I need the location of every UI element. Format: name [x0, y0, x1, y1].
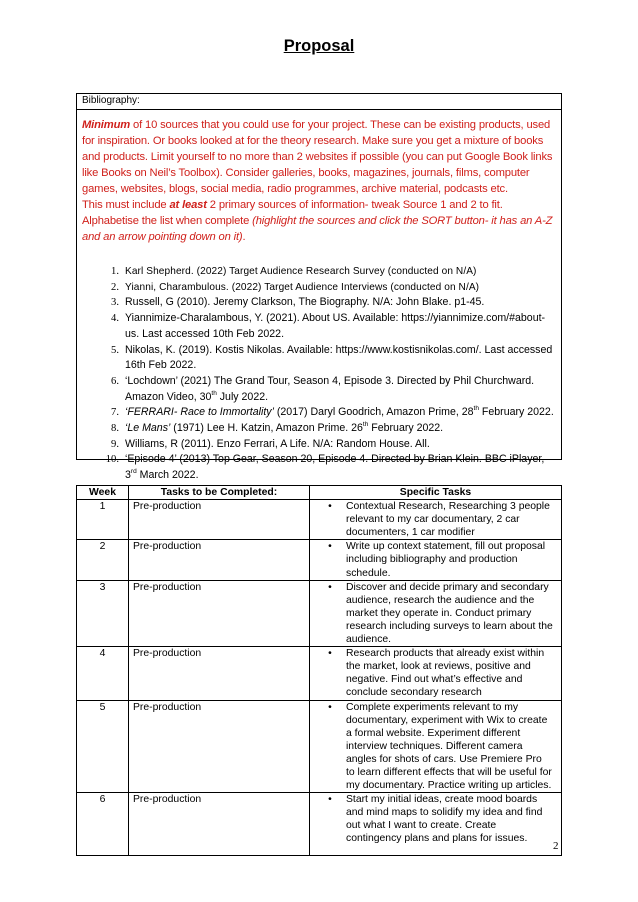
table-row: [77, 540, 562, 580]
reference-item: 3. Russell, G (2010). Jeremy Clarkson, The Biography. N/A: John Blake. p1-45.: [111, 296, 485, 309]
instr-minimum: Minimum: [82, 119, 131, 131]
instr-line3-italic: (highlight the sources and click the SORT button- it has an A-Z and an arrow pointing down on it): [82, 215, 553, 243]
page-title: Proposal: [283, 37, 355, 55]
specific-cell: • Research products that already exist within the market, look at reviews, positive and negative. Find out what’s effective and conclude secondary research: [310, 647, 562, 700]
task-cell: Pre-production: [129, 540, 310, 580]
instr-atleast: at least: [169, 199, 207, 211]
week-cell: 2: [77, 540, 129, 580]
reference-item: 9. Williams, R (2011). Enzo Ferrari, A Life. N/A: Random House. All.: [111, 437, 430, 450]
specific-cell: • Contextual Research, Researching 3 people relevant to my car documentary, 2 car documenters, 1 car modifier: [310, 500, 562, 540]
header-specific: Specific Tasks: [310, 486, 562, 500]
bullet-icon: •: [328, 794, 332, 806]
page-number: 2: [553, 840, 559, 852]
bullet-icon: •: [328, 501, 332, 513]
bullet-icon: •: [328, 648, 332, 660]
reference-item: 7. ‘FERRARI- Race to Immortality’ (2017) Daryl Goodrich, Amazon Prime, 28th February 2022.: [111, 405, 554, 419]
week-cell: 1: [77, 500, 129, 540]
table-row: [77, 580, 562, 646]
task-cell: Pre-production: [129, 647, 310, 700]
instr-line3: Alphabetise the list when complete: [82, 215, 253, 227]
task-cell: Pre-production: [129, 700, 310, 793]
week-cell: 4: [77, 647, 129, 700]
bibliography-box: [76, 93, 562, 482]
instr-line1: of 10 sources that you could use for your project. These can be existing products, used for inspiration. Or books looked at for the theory research. Make sure you get a mixture of books and products. Limit yourself to no more than 2 websites if possible (you can put Google Book links like Books on Neil’s Toolbox). Consider galleries, books, magazines, journals, films, computer games, websites, blogs, social media, radio programmes, archive material, podcasts etc.: [82, 119, 553, 195]
specific-cell: • Complete experiments relevant to my documentary, experiment with Wix to create a formal website. Experiment different interview techniques. Different camera angles for shots of cars. Use Premiere Pro to learn different effects that will be useful for my documentary. Practice writing up articles.: [310, 700, 562, 793]
table-header-row: [77, 486, 562, 500]
week-cell: 3: [77, 580, 129, 646]
task-cell: Pre-production: [129, 580, 310, 646]
header-week: Week: [77, 486, 129, 500]
instr-line2b: 2 primary sources of information- tweak Source 1 and 2 to fit.: [206, 199, 503, 211]
instr-line2a: This must include: [82, 199, 170, 211]
bullet-icon: •: [328, 541, 332, 553]
table-row: [77, 500, 562, 540]
reference-item: 2. Yianni, Charambulous. (2022) Target Audience Interviews (conducted on N/A): [111, 281, 480, 293]
bibliography-heading: Bibliography:: [77, 94, 561, 110]
table-row: [77, 647, 562, 700]
specific-cell: • Discover and decide primary and secondary audience, research the audience and the market they operate in. Conduct primary research including surveys to learn about the audience.: [310, 580, 562, 646]
week-cell: 5: [77, 700, 129, 793]
table-row: [77, 700, 562, 793]
task-cell: Pre-production: [129, 500, 310, 540]
reference-item: 8. ‘Le Mans’ (1971) Lee H. Katzin, Amazon Prime. 26th February 2022.: [111, 421, 444, 435]
reference-list: [77, 264, 563, 484]
instr-line3-end: .: [242, 231, 246, 243]
specific-cell: • Write up context statement, fill out proposal including bibliography and production schedule.: [310, 540, 562, 580]
reference-item: 6. ‘Lochdown’ (2021) The Grand Tour, Season 4, Episode 3. Directed by Phil Churchward. Amazon Video, 30th July 2022.: [111, 374, 535, 403]
bullet-icon: •: [328, 701, 332, 713]
bullet-icon: •: [328, 581, 332, 593]
reference-item: 4. Yiannimize-Charalambous, Y. (2021). About US. Available: https://yiannimize.com/#about-us. Last accessed 10th Feb 2022.: [111, 312, 546, 340]
task-cell: Pre-production: [129, 793, 310, 856]
bibliography-instructions: [77, 110, 561, 245]
production-schedule-table: [76, 485, 562, 856]
week-cell: 6: [77, 793, 129, 856]
reference-item: 10. ‘Episode 4’ (2013) Top Gear, Season 20, Episode 4. Directed by Brian Klein. BBC iPlayer, 3rd March 2022.: [105, 453, 545, 482]
specific-cell: • Start my initial ideas, create mood boards and mind maps to solidify my idea and find out what I want to create. Create contingency plans and plans for issues.: [310, 793, 562, 856]
header-tasks: Tasks to be Completed:: [129, 486, 310, 500]
reference-item: 1. Karl Shepherd. (2022) Target Audience Research Survey (conducted on N/A): [111, 266, 477, 277]
table-row: [77, 793, 562, 856]
reference-item: 5. Nikolas, K. (2019). Kostis Nikolas. Available: https://www.kostisnikolas.com/. Last accessed 16th Feb 2022.: [111, 343, 553, 372]
